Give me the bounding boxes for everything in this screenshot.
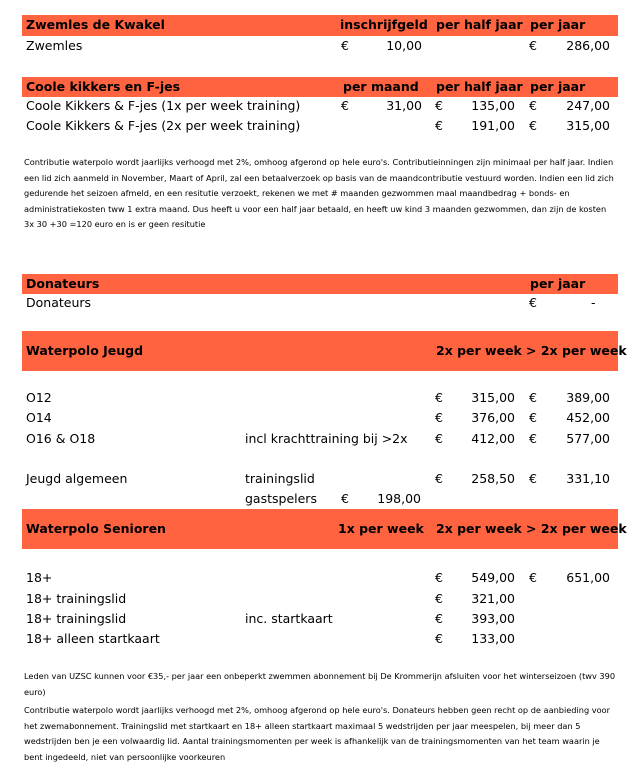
euro-sign: € xyxy=(435,390,443,405)
coole-col-jaar: per jaar xyxy=(530,79,586,94)
zwemles-inschrijfgeld-value: 10,00 xyxy=(386,38,422,53)
senioren-row-startkaart-label: 18+ alleen startkaart xyxy=(26,631,160,646)
donateurs-title: Donateurs xyxy=(26,276,100,291)
donateurs-jaar-value: - xyxy=(591,295,596,310)
zwemles-jaar-value: 286,00 xyxy=(566,38,610,53)
euro-sign: € xyxy=(529,38,537,53)
coole-col-half-jaar: per half jaar xyxy=(436,79,523,94)
euro-sign: € xyxy=(435,431,443,446)
senioren-col-gt2x: > 2x per week xyxy=(526,521,627,536)
coole-row-2-label: Coole Kikkers & F-jes (2x per week training) xyxy=(26,118,301,133)
senioren-zwemabonnement-note: Leden van UZSC kunnen voor €35,- per jaar een onbeperkt zwemmen abonnement bij De Krommerijn afsluiten voor het winterseizoen (twv 390 euro) xyxy=(24,671,616,697)
jeugd-gastspelers-label: gastspelers xyxy=(245,491,317,506)
euro-sign: € xyxy=(435,570,443,585)
senioren-contributie-note: Contributie waterpolo wordt jaarlijks verhoogd met 2%, omhoog afgerond op hele euro's. Donateurs hebben geen recht op de aanbieding voor het zwemabonnement. Trainingslid met startkaart en 18+ alleen startkaart maximaal 5 wedstrijden per jaar meespelen, bij meer dan 5 wedstrijden ben je een volwaardig lid. Aantal trainingsmomenten per week is afhankelijk van de trainingsmomenten van het team waarin je bent ingedeeld, niet van persoonlijke voorkeuren xyxy=(24,705,610,762)
senioren-col-1x: 1x per week xyxy=(338,521,424,536)
euro-sign: € xyxy=(341,491,349,506)
coole-row-2-half-jaar: 191,00 xyxy=(471,118,515,133)
coole-row-1-maand: 31,00 xyxy=(386,98,422,113)
jeugd-row-o12-label: O12 xyxy=(26,390,52,405)
jeugd-title: Waterpolo Jeugd xyxy=(26,343,144,358)
donateurs-col-jaar: per jaar xyxy=(530,276,586,291)
euro-sign: € xyxy=(435,118,443,133)
euro-sign: € xyxy=(529,390,537,405)
euro-sign: € xyxy=(529,471,537,486)
senioren-row-trainingslid-startkaart-label: 18+ trainingslid xyxy=(26,611,127,626)
zwemles-col-half-jaar: per half jaar xyxy=(436,17,523,32)
coole-contributie-note: Contributie waterpolo wordt jaarlijks verhoogd met 2%, omhoog afgerond op hele euro's. Contributieinningen zijn minimaal per half jaar. Indien een lid zich aanmeld in November, Maart of April, zal een betaalverzoek op basis van de maandcontributie vestuurd worden. Indien een lid zich gedurende het seizoen afmeld, en een resitutie verzoekt, rekenen we met # maanden gezwommen maal maandbedrag + bonds- en administratiekosten tww 1 extra maand. Dus heeft u voor een half jaar betaald, en heeft uw kind 3 maanden gezwommen, dan zijn de kosten 3x 30 +30 =120 euro en is er geen resitutie xyxy=(24,157,614,229)
jeugd-algemeen-label: Jeugd algemeen xyxy=(26,471,128,486)
zwemles-col-jaar: per jaar xyxy=(530,17,586,32)
euro-sign: € xyxy=(529,118,537,133)
senioren-row-18-label: 18+ xyxy=(26,570,53,585)
jeugd-row-o14-2x: 376,00 xyxy=(471,410,515,425)
coole-row-1-half-jaar: 135,00 xyxy=(471,98,515,113)
senioren-row-trainingslid-startkaart-2x: 393,00 xyxy=(471,611,515,626)
senioren-row-18-gt2x: 651,00 xyxy=(566,570,610,585)
jeugd-row-o12-2x: 315,00 xyxy=(471,390,515,405)
jeugd-algemeen-2x: 258,50 xyxy=(471,471,515,486)
coole-row-2-jaar: 315,00 xyxy=(566,118,610,133)
euro-sign: € xyxy=(435,611,443,626)
euro-sign: € xyxy=(435,471,443,486)
euro-sign: € xyxy=(529,98,537,113)
euro-sign: € xyxy=(529,431,537,446)
coole-col-maand: per maand xyxy=(343,79,419,94)
euro-sign: € xyxy=(341,38,349,53)
jeugd-row-o14-gt2x: 452,00 xyxy=(566,410,610,425)
jeugd-algemeen-gt2x: 331,10 xyxy=(566,471,610,486)
senioren-row-trainingslid-2x: 321,00 xyxy=(471,591,515,606)
donateurs-header-band xyxy=(22,274,618,294)
jeugd-gastspelers-value: 198,00 xyxy=(377,491,421,506)
senioren-title: Waterpolo Senioren xyxy=(26,521,166,536)
euro-sign: € xyxy=(435,98,443,113)
euro-sign: € xyxy=(341,98,349,113)
zwemles-col-inschrijfgeld: inschrijfgeld xyxy=(340,17,428,32)
senioren-row-trainingslid-label: 18+ trainingslid xyxy=(26,591,127,606)
senioren-col-2x: 2x per week xyxy=(436,521,522,536)
euro-sign: € xyxy=(435,591,443,606)
coole-title: Coole kikkers en F-jes xyxy=(26,79,181,94)
jeugd-row-o16-label: O16 & O18 xyxy=(26,431,96,446)
senioren-row-startkaart-2x: 133,00 xyxy=(471,631,515,646)
jeugd-row-o16-extra: incl krachttraining bij >2x xyxy=(245,431,408,446)
donateurs-row-label: Donateurs xyxy=(26,295,92,310)
jeugd-row-o16-2x: 412,00 xyxy=(471,431,515,446)
zwemles-title: Zwemles de Kwakel xyxy=(26,17,165,32)
senioren-row-18-2x: 549,00 xyxy=(471,570,515,585)
coole-row-1-jaar: 247,00 xyxy=(566,98,610,113)
coole-row-1-label: Coole Kikkers & F-jes (1x per week training) xyxy=(26,98,301,113)
jeugd-row-o12-gt2x: 389,00 xyxy=(566,390,610,405)
jeugd-col-gt2x: > 2x per week xyxy=(526,343,627,358)
euro-sign: € xyxy=(435,410,443,425)
senioren-row-trainingslid-startkaart-extra: inc. startkaart xyxy=(245,611,333,626)
euro-sign: € xyxy=(529,410,537,425)
jeugd-row-o16-gt2x: 577,00 xyxy=(566,431,610,446)
jeugd-col-2x: 2x per week xyxy=(436,343,522,358)
euro-sign: € xyxy=(435,631,443,646)
euro-sign: € xyxy=(529,570,537,585)
jeugd-row-o14-label: O14 xyxy=(26,410,52,425)
zwemles-row-label: Zwemles xyxy=(26,38,83,53)
euro-sign: € xyxy=(529,295,537,310)
jeugd-algemeen-trainingslid: trainingslid xyxy=(245,471,315,486)
